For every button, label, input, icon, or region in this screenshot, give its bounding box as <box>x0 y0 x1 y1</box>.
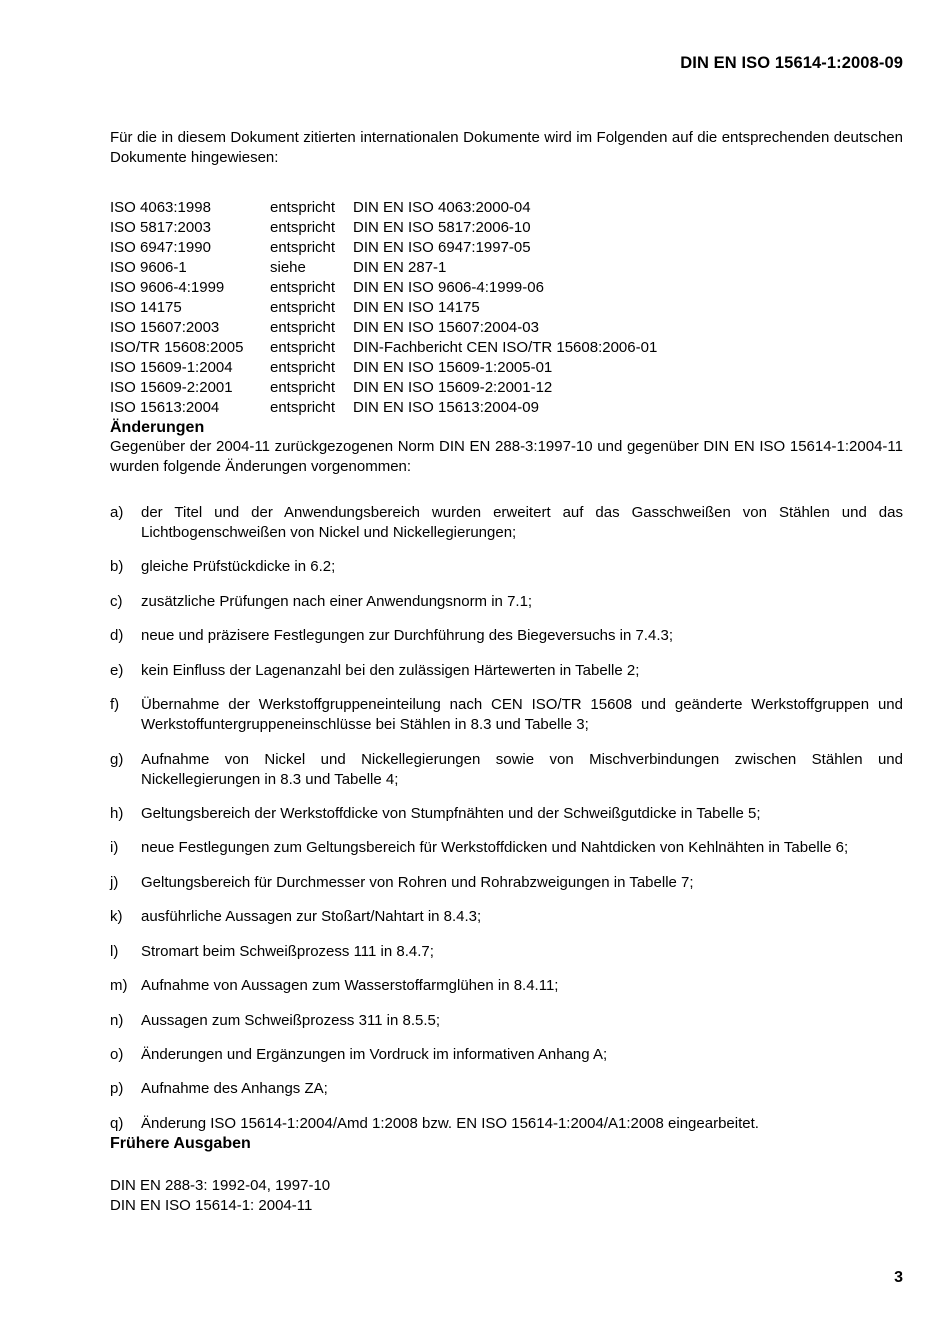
relation-label: entspricht <box>270 359 336 376</box>
iso-reference: ISO 4063:1998 <box>110 198 211 216</box>
iso-reference: ISO 9606-4:1999 <box>110 278 225 296</box>
list-item-marker: l) <box>110 942 119 960</box>
list-item <box>110 942 903 962</box>
list-item <box>110 592 903 612</box>
din-reference: DIN EN ISO 5817:2006-10 <box>353 218 531 236</box>
list-item-marker: i) <box>110 839 119 857</box>
list-item-marker: m) <box>110 977 128 995</box>
table-row <box>110 258 657 278</box>
list-item-text: zusätzliche Prüfungen nach einer Anwendungsnorm in 7.1; <box>141 592 533 610</box>
list-item-text: neue und präzisere Festlegungen zur Durchführung des Biegeversuchs in 7.4.3; <box>141 627 673 645</box>
list-item <box>110 838 903 858</box>
list-item-marker: h) <box>110 804 124 822</box>
list-item-marker: p) <box>110 1080 124 1098</box>
table-row <box>110 378 657 398</box>
running-header-standard-id: DIN EN ISO 15614-1:2008-09 <box>680 54 903 72</box>
standards-correspondence-table-body <box>110 198 657 418</box>
list-item-marker: b) <box>110 558 124 576</box>
din-reference: DIN-Fachbericht CEN ISO/TR 15608:2006-01 <box>353 338 658 356</box>
list-item-text: Aufnahme von Aussagen zum Wasserstoffarmglühen in 8.4.11; <box>141 977 559 995</box>
din-reference: DIN EN ISO 9606-4:1999-06 <box>353 278 544 296</box>
section-heading-fruehere-ausgaben: Frühere Ausgaben <box>110 1134 251 1152</box>
din-reference: DIN EN ISO 15607:2004-03 <box>353 318 539 336</box>
relation-label: entspricht <box>270 379 336 397</box>
list-item-marker: n) <box>110 1011 124 1029</box>
list-item <box>110 750 903 790</box>
list-item <box>110 557 903 577</box>
relation-label: entspricht <box>270 318 336 336</box>
din-reference: DIN EN ISO 4063:2000-04 <box>353 198 531 216</box>
list-item-text: Aussagen zum Schweißprozess 311 in 8.5.5; <box>141 1011 441 1029</box>
list-item-marker: q) <box>110 1114 124 1132</box>
relation-label: siehe <box>270 258 306 276</box>
table-row <box>110 318 657 338</box>
table-row <box>110 278 657 298</box>
earlier-editions-list <box>110 1176 903 1216</box>
list-item-marker: f) <box>110 696 120 714</box>
iso-reference: ISO 15613:2004 <box>110 399 220 417</box>
din-reference: DIN EN ISO 15609-2:2001-12 <box>353 379 553 397</box>
table-row <box>110 338 657 358</box>
iso-reference: ISO 5817:2003 <box>110 218 211 236</box>
list-item-text: Änderung ISO 15614-1:2004/Amd 1:2008 bzw. EN ISO 15614-1:2004/A1:2008 eingearbeitet. <box>141 1114 759 1132</box>
list-item <box>110 626 903 646</box>
relation-label: entspricht <box>270 198 336 216</box>
list-item <box>110 661 903 681</box>
din-reference: DIN EN 287-1 <box>353 258 447 276</box>
relation-label: entspricht <box>270 238 336 256</box>
earlier-edition-entry: DIN EN ISO 15614-1: 2004-11 <box>110 1197 313 1215</box>
iso-reference: ISO/TR 15608:2005 <box>110 338 244 356</box>
list-item-marker: c) <box>110 592 123 610</box>
table-row <box>110 238 657 258</box>
changes-list <box>110 503 903 1134</box>
list-item <box>110 907 903 927</box>
list-item <box>110 1011 903 1031</box>
list-item <box>110 873 903 893</box>
list-item-marker: o) <box>110 1046 124 1064</box>
section-heading-aenderungen: Änderungen <box>110 419 205 437</box>
list-item <box>110 804 903 824</box>
din-reference: DIN EN ISO 6947:1997-05 <box>353 238 531 256</box>
table-row <box>110 298 657 318</box>
din-reference: DIN EN ISO 14175 <box>353 298 480 316</box>
earlier-edition-entry: DIN EN 288-3: 1992-04, 1997-10 <box>110 1177 331 1195</box>
list-item-marker: k) <box>110 908 123 926</box>
list-item <box>110 1079 903 1099</box>
intro-paragraph: Für die in diesem Dokument zitierten internationalen Dokumente wird im Folgenden auf die entsprechenden deutschen Dokumente hingewiesen: <box>110 129 903 166</box>
list-item-text: Änderungen und Ergänzungen im Vordruck im informativen Anhang A; <box>141 1046 608 1064</box>
list-item-text: ausführliche Aussagen zur Stoßart/Nahtart in 8.4.3; <box>141 908 482 926</box>
list-item-text: neue Festlegungen zum Geltungsbereich für Werkstoffdicken und Nahtdicken von Kehlnähten in Tabelle 6; <box>141 839 849 857</box>
table-row <box>110 398 657 418</box>
list-item-marker: g) <box>110 750 124 768</box>
table-row <box>110 198 657 218</box>
list-item-text: Geltungsbereich der Werkstoffdicke von Stumpfnähten und der Schweißgutdicke in Tabelle 5; <box>141 804 761 822</box>
iso-reference: ISO 6947:1990 <box>110 238 211 256</box>
list-item <box>110 695 903 735</box>
list-item <box>110 1045 903 1065</box>
din-reference: DIN EN ISO 15613:2004-09 <box>353 399 539 417</box>
relation-label: entspricht <box>270 278 336 296</box>
list-item-text: der Titel und der Anwendungsbereich wurden erweitert auf das Gasschweißen von Stählen und das Lichtbogenschweißen von Nickel und Nickellegierungen; <box>141 504 903 542</box>
list-item-text: Übernahme der Werkstoffgruppeneinteilung nach CEN ISO/TR 15608 und geänderte Werkstoffgruppen und Werkstoffuntergruppeneinschlüsse bei Stählen in 8.3 und Tabelle 3; <box>141 696 903 734</box>
page-content <box>110 128 903 1216</box>
list-item <box>110 1114 903 1134</box>
list-item <box>110 976 903 996</box>
iso-reference: ISO 14175 <box>110 298 182 316</box>
list-item-text: Geltungsbereich für Durchmesser von Rohren und Rohrabzweigungen in Tabelle 7; <box>141 873 694 891</box>
iso-reference: ISO 15609-2:2001 <box>110 379 233 397</box>
relation-label: entspricht <box>270 399 336 417</box>
relation-label: entspricht <box>270 298 336 316</box>
standards-correspondence-table <box>110 198 657 418</box>
list-item-text: Stromart beim Schweißprozess 111 in 8.4.7; <box>141 942 434 960</box>
iso-reference: ISO 15607:2003 <box>110 318 220 336</box>
list-item-text: Aufnahme des Anhangs ZA; <box>141 1080 328 1098</box>
page-number: 3 <box>894 1269 903 1286</box>
list-item-marker: a) <box>110 504 124 522</box>
iso-reference: ISO 15609-1:2004 <box>110 359 233 376</box>
din-reference: DIN EN ISO 15609-1:2005-01 <box>353 359 553 376</box>
relation-label: entspricht <box>270 338 336 356</box>
list-item-marker: e) <box>110 661 124 679</box>
relation-label: entspricht <box>270 218 336 236</box>
list-item-text: kein Einfluss der Lagenanzahl bei den zulässigen Härtewerten in Tabelle 2; <box>141 661 640 679</box>
changes-intro-paragraph: Gegenüber der 2004-11 zurückgezogenen Norm DIN EN 288-3:1997-10 und gegenüber DIN EN ISO 15614-1:2004-11 wurden folgende Änderungen vorgenommen: <box>110 438 903 476</box>
list-item <box>110 503 903 543</box>
iso-reference: ISO 9606-1 <box>110 258 187 276</box>
list-item-text: gleiche Prüfstückdicke in 6.2; <box>141 558 336 576</box>
list-item-text: Aufnahme von Nickel und Nickellegierungen sowie von Mischverbindungen zwischen Stählen und Nickellegierungen in 8.3 und Tabelle 4; <box>141 750 903 788</box>
table-row <box>110 358 657 378</box>
list-item-marker: d) <box>110 627 124 645</box>
table-row <box>110 218 657 238</box>
list-item-marker: j) <box>110 873 119 891</box>
